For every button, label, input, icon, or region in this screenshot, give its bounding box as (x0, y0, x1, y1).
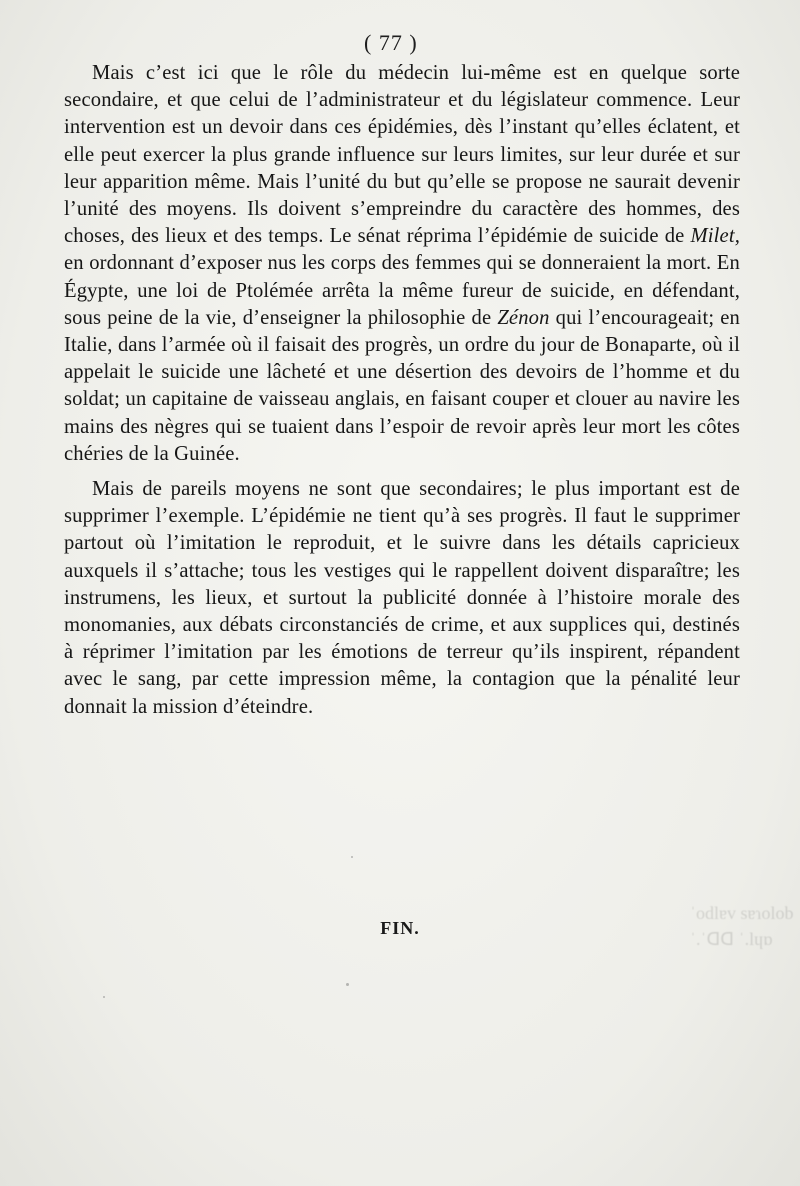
closing-word: FIN. (380, 918, 420, 938)
text-run: Mais de pareils moyens ne sont que secondaires; le plus important est de supprimer l’exemple. L’épidémie ne tient qu’à ses progrès. Il faut le supprimer partout où l’imitation le reproduit, et le suivre dans les détails capricieux auxquels il s’attache; tous les vestiges qui le rappellent doivent disparaître; les instrumens, les lieux, et surtout la publicité donnée à l’histoire morale des monomanies, aux débats circonstanciés de crime, et aux supplices qui, destinés à réprimer l’imitation par les émotions de terreur qu’ils inspirent, répandent avec le sang, par cette impression même, la contagion que la pénalité leur donnait la mission d’éteindre. (64, 478, 740, 718)
body-text (64, 60, 740, 721)
italic-text-run: Zénon (497, 306, 550, 329)
italic-text-run: Milet, (690, 225, 740, 248)
paper-speck (351, 856, 353, 858)
paragraph (64, 476, 740, 721)
text-run: en ordonnant d’exposer nus les corps des femmes qui se donneraient la mort. En Égypte, une loi de Ptolémée arrêta la même fureur de suicide, en défendant, sous peine de la vie, d’enseigner la philosophie de (64, 252, 740, 329)
paper-speck (346, 983, 349, 986)
show-through-text: ˈodlɐv sɐɿolob ˈ.ˈꓷꓷ ˈ.lɥɒ (690, 903, 794, 949)
text-run: Mais c’est ici que le rôle du médecin lui-même est en quelque sorte secondaire, et que celui de l’administrateur et du législateur commence. Leur intervention est un devoir dans ces épidémies, dès l’instant qu’elles éclatent, et elle peut exercer la plus grande influence sur leurs limites, sur leur durée et sur leur apparition même. Mais l’unité du but qu’elle se propose ne saurait devenir l’unité des moyens. Ils doivent s’empreindre du caractère des hommes, des choses, des lieux et des temps. Le sénat réprima l’épidémie de suicide de (64, 62, 740, 248)
page-number: ( 77 ) (364, 30, 418, 55)
paragraph (64, 60, 740, 468)
paper-speck (103, 996, 105, 998)
text-run: qui l’encourageait; en Italie, dans l’armée où il faisait des progrès, un ordre du jour de Bonaparte, où il appelait le suicide une lâcheté et une désertion des devoirs de l’homme et du soldat; un capitaine de vaisseau anglais, en faisant couper et clouer au navire les mains des nègres qui se tuaient dans l’espoir de revoir après leur mort les côtes chéries de la Guinée. (64, 306, 740, 465)
